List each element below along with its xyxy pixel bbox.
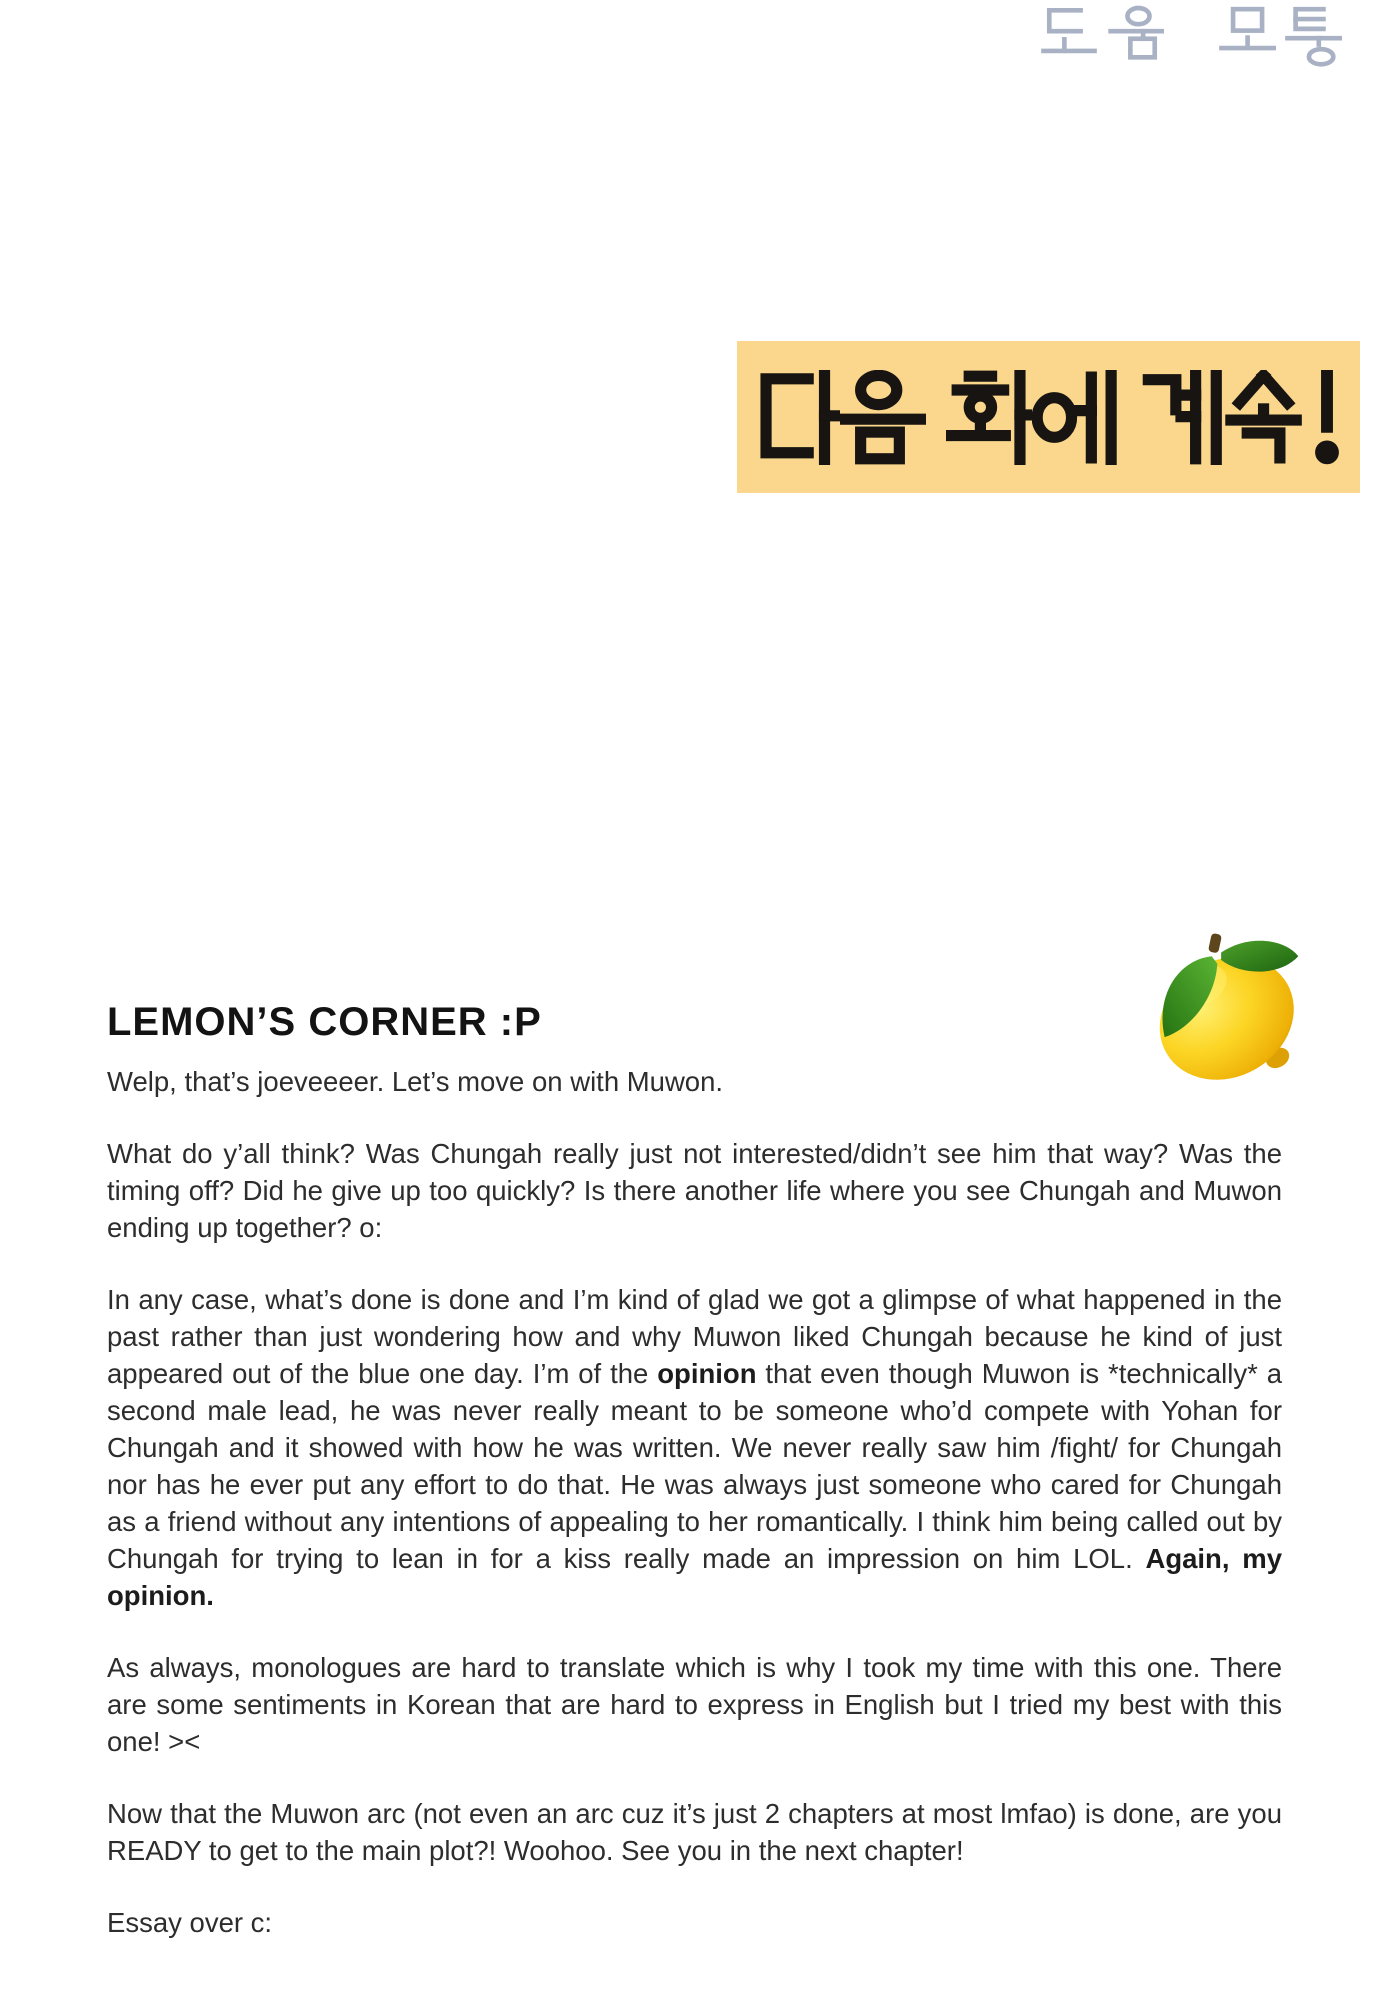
paragraph: Welp, that’s joeveeeer. Let’s move on with Muwon. xyxy=(107,1066,724,1097)
lemons-corner-heading: LEMON’S CORNER :P xyxy=(107,1000,542,1044)
hangul-do-glyph xyxy=(1040,4,1098,70)
hangul-mo-glyph xyxy=(1218,4,1276,70)
body-text xyxy=(107,1063,1282,1976)
paragraph: As always, monologues are hard to translate which is why I took my time with this one. There are some sentiments in Korean that are hard to express in English but I tried my best with this one! >< xyxy=(107,1652,1282,1757)
hangul-e-glyph xyxy=(1032,370,1118,465)
hangul-um-glyph xyxy=(1106,4,1164,70)
paragraph: In any case, what’s done is done and I’m kind of glad we got a glimpse of what happened in the past rather than just wondering how and why Muwon liked Chungah because he kind of just appeared out of the blue one day. I’m of the opinion that even though Muwon is *technically* a second male lead, he was never really meant to be someone who’d compete with Yohan for Chungah and it showed with how he was written. We never really saw him /fight/ for Chungah nor has he ever put any effort to do that. He was always just someone who cared for Chungah as a friend without any intentions of appealing to her romantically. I think him being called out by Chungah for trying to lean in for a kiss really made an impression on him LOL. Again, my opinion. xyxy=(107,1284,1282,1611)
hangul-gye-glyph xyxy=(1138,370,1224,465)
to-be-continued-banner xyxy=(737,341,1360,493)
paragraph: What do y’all think? Was Chungah really just not interested/didn’t see him that way? Was the timing off? Did he give up too quickly? Is there another life where you see Chungah and Muwon ending up together? o: xyxy=(107,1138,1282,1243)
hangul-tung-glyph xyxy=(1284,4,1342,70)
hangul-sok-glyph xyxy=(1224,370,1310,465)
paragraph: Essay over c: xyxy=(107,1907,273,1938)
paragraph: Now that the Muwon arc (not even an arc cuz it’s just 2 chapters at most lmfao) is done, are you READY to get to the main plot?! Woohoo. See you in the next chapter! xyxy=(107,1798,1282,1866)
korean-watermark xyxy=(1040,4,1350,70)
hangul-eum-glyph xyxy=(840,370,926,465)
hangul-da-glyph xyxy=(754,370,840,465)
exclamation-glyph xyxy=(1310,370,1344,465)
hangul-hwa-glyph xyxy=(946,370,1032,465)
